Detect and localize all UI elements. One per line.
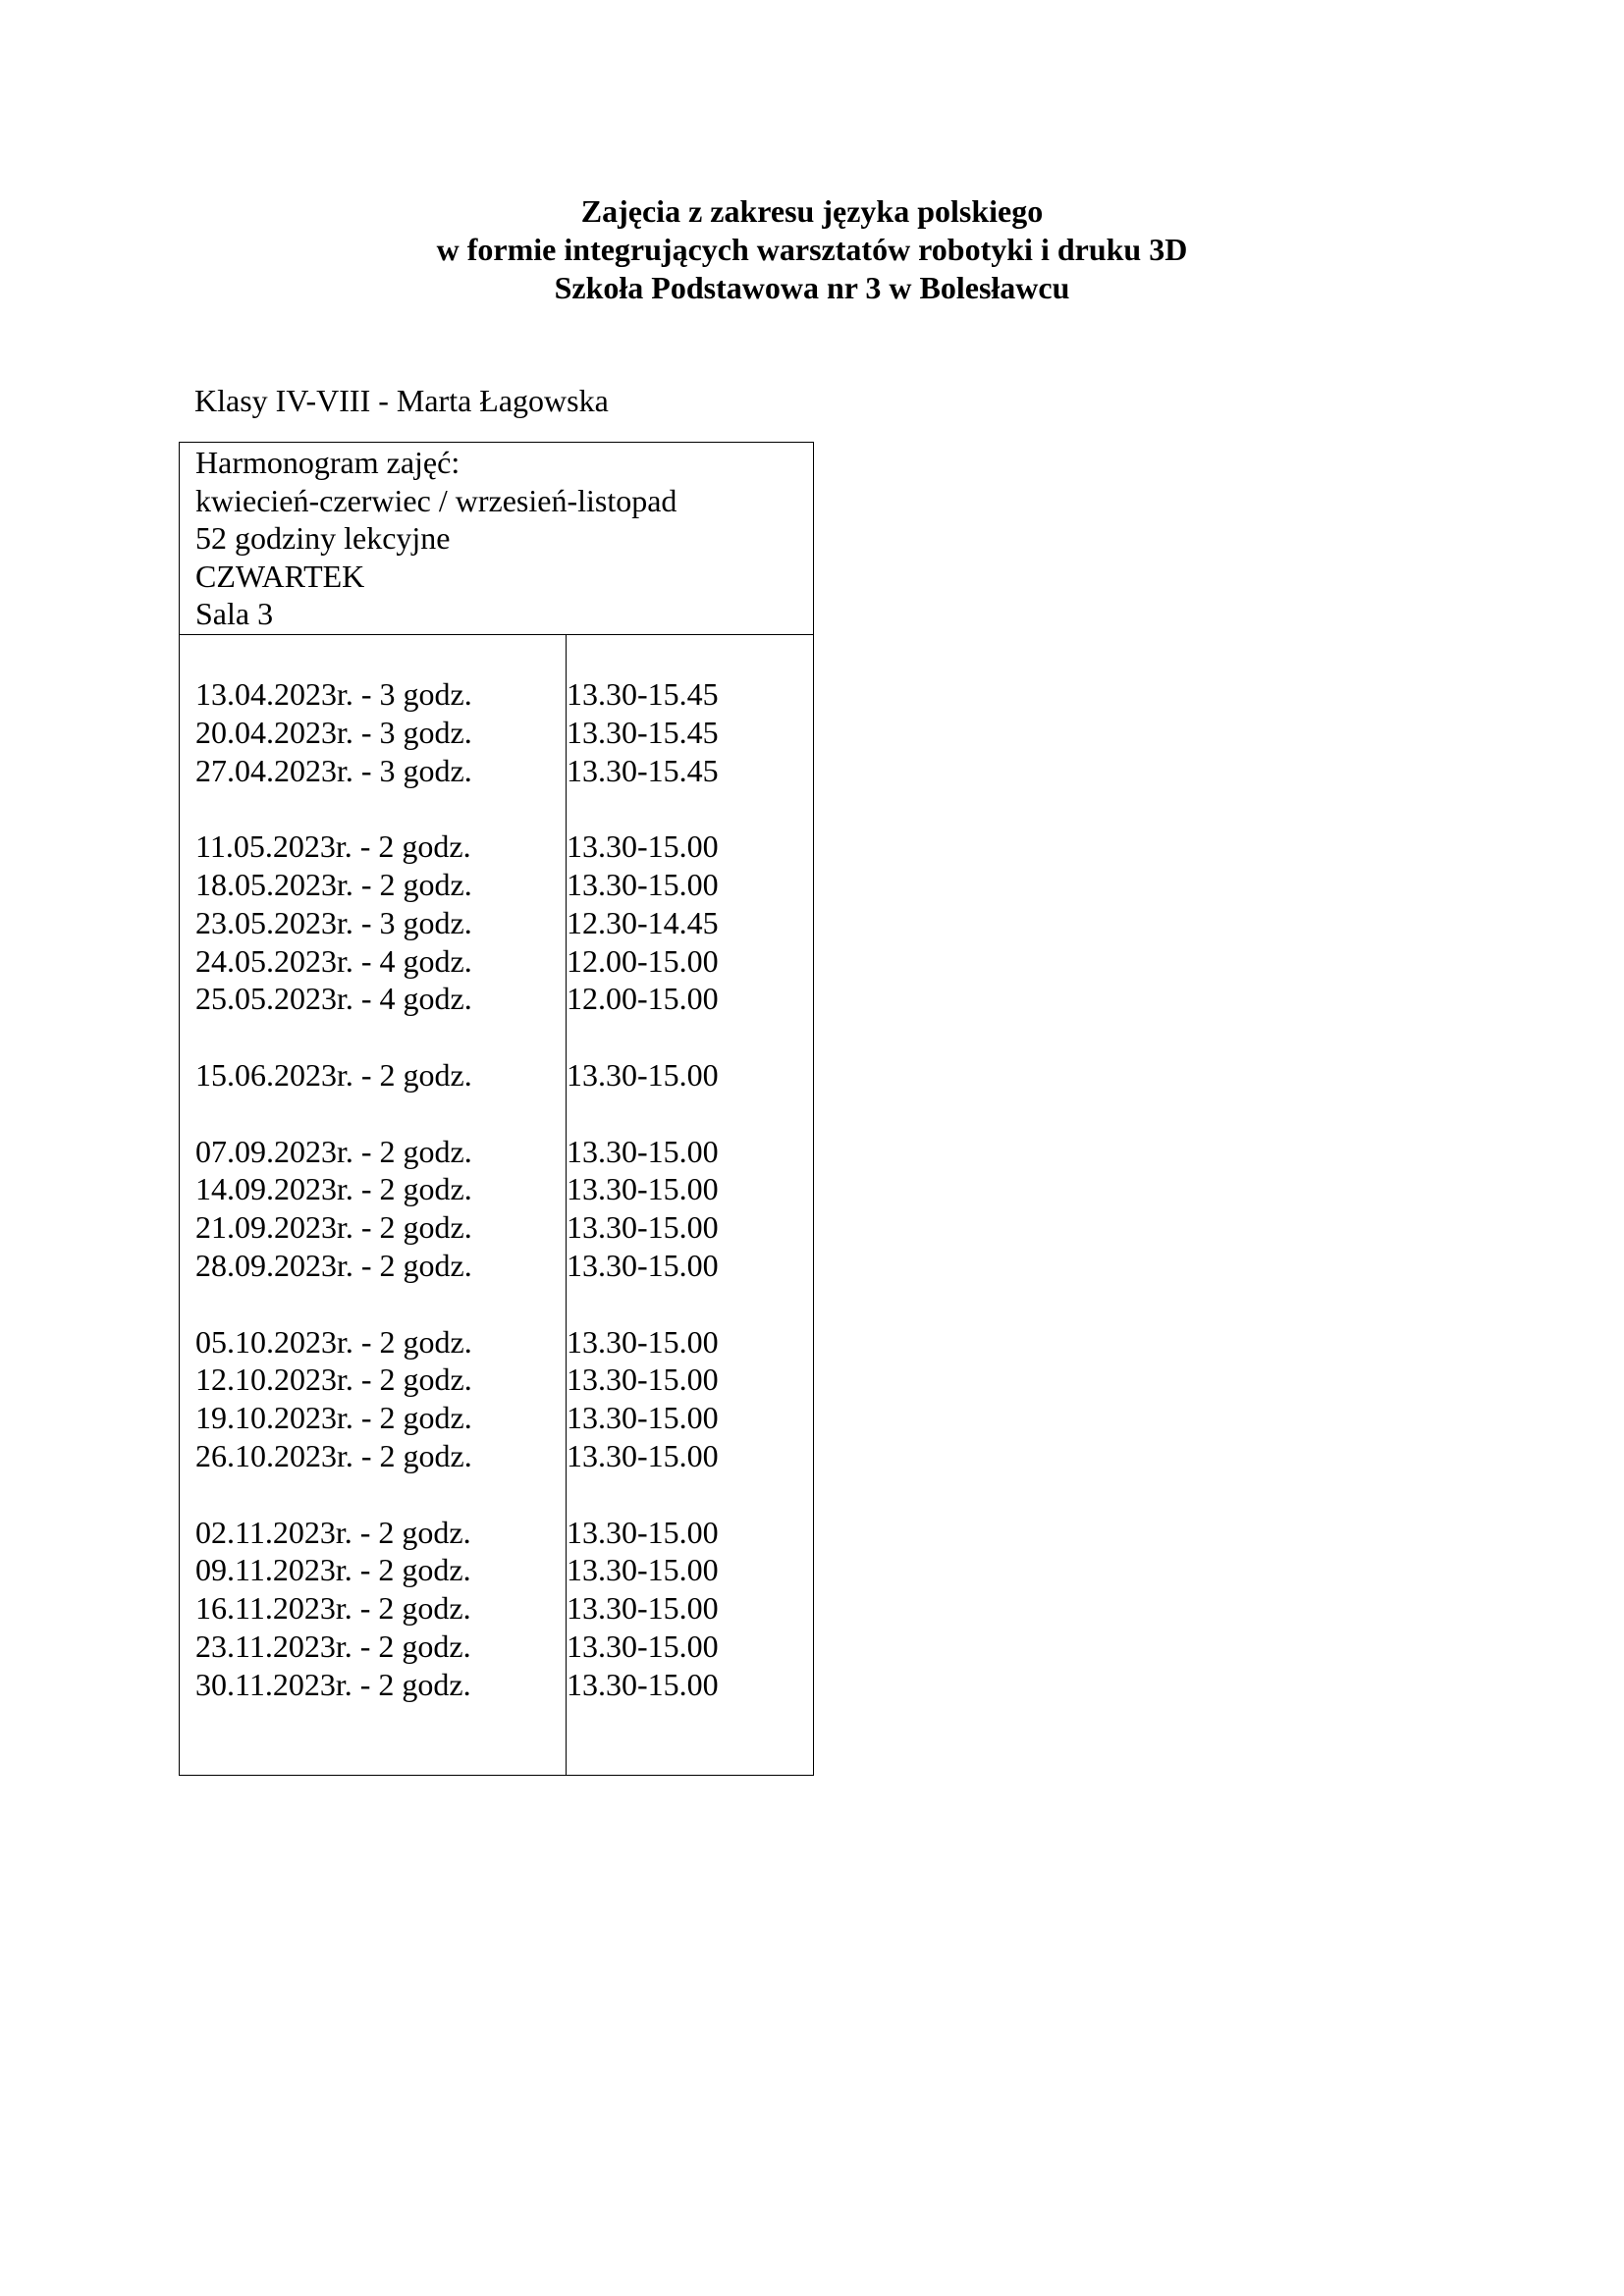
session-date: 09.11.2023r. - 2 godz. xyxy=(195,1552,471,1588)
schedule-group xyxy=(195,1323,813,1475)
session-time: 12.00-15.00 xyxy=(567,942,719,979)
schedule-row xyxy=(195,1247,813,1285)
schedule-row xyxy=(195,1666,813,1704)
schedule-row xyxy=(195,1551,813,1589)
schedule-row xyxy=(195,1589,813,1628)
schedule-group xyxy=(195,828,813,1018)
schedule-row xyxy=(195,1514,813,1552)
session-time: 13.30-15.00 xyxy=(567,1590,719,1627)
session-time: 13.30-15.00 xyxy=(567,1056,719,1093)
session-date: 13.04.2023r. - 3 godz. xyxy=(195,676,472,712)
schedule-row xyxy=(195,752,813,790)
session-time: 13.30-15.00 xyxy=(567,1628,719,1664)
schedule-header-line: kwiecień-czerwiec / wrzesień-listopad xyxy=(195,482,677,518)
title-line-1: Zajęcia z zakresu języka polskiego xyxy=(580,193,1044,229)
session-date: 12.10.2023r. - 2 godz. xyxy=(195,1362,472,1398)
session-date: 18.05.2023r. - 2 godz. xyxy=(195,866,472,902)
session-time: 13.30-15.00 xyxy=(567,866,719,902)
schedule-group xyxy=(195,1056,813,1095)
session-date: 15.06.2023r. - 2 godz. xyxy=(195,1056,472,1093)
session-date: 21.09.2023r. - 2 godz. xyxy=(195,1209,472,1246)
schedule-group xyxy=(195,1514,813,1704)
session-time: 13.30-15.00 xyxy=(567,828,719,865)
session-time: 13.30-15.00 xyxy=(567,1133,719,1169)
session-time: 13.30-15.45 xyxy=(567,714,719,750)
session-date: 23.05.2023r. - 3 godz. xyxy=(195,904,472,940)
session-time: 13.30-15.00 xyxy=(567,1323,719,1360)
schedule-rows xyxy=(195,675,813,1741)
session-time: 13.30-15.00 xyxy=(567,1552,719,1588)
title-line-2: w formie integrujących warsztatów robotyki i druku 3D xyxy=(436,232,1188,267)
session-date: 11.05.2023r. - 2 godz. xyxy=(195,828,471,865)
session-date: 05.10.2023r. - 2 godz. xyxy=(195,1323,472,1360)
schedule-header-line: Sala 3 xyxy=(195,596,274,631)
schedule-table xyxy=(179,442,814,1776)
title-line-3: Szkoła Podstawowa nr 3 w Bolesławcu xyxy=(554,270,1070,305)
session-time: 13.30-15.00 xyxy=(567,1362,719,1398)
schedule-header-line: 52 godziny lekcyjne xyxy=(195,520,451,556)
schedule-row xyxy=(195,1208,813,1247)
schedule-row xyxy=(195,1361,813,1399)
schedule-row xyxy=(195,904,813,942)
schedule-row xyxy=(195,675,813,714)
session-date: 02.11.2023r. - 2 godz. xyxy=(195,1514,471,1550)
schedule-row xyxy=(195,1323,813,1362)
session-date: 07.09.2023r. - 2 godz. xyxy=(195,1133,472,1169)
session-date: 20.04.2023r. - 3 godz. xyxy=(195,714,472,750)
session-date: 23.11.2023r. - 2 godz. xyxy=(195,1628,471,1664)
schedule-header-line: CZWARTEK xyxy=(195,558,365,594)
session-date: 27.04.2023r. - 3 godz. xyxy=(195,752,472,788)
session-date: 26.10.2023r. - 2 godz. xyxy=(195,1437,472,1473)
session-date: 24.05.2023r. - 4 godz. xyxy=(195,942,472,979)
schedule-row xyxy=(195,1133,813,1171)
session-date: 30.11.2023r. - 2 godz. xyxy=(195,1666,471,1702)
schedule-row xyxy=(195,942,813,981)
session-time: 12.00-15.00 xyxy=(567,981,719,1017)
schedule-row xyxy=(195,714,813,752)
document-title xyxy=(0,192,1624,307)
schedule-row xyxy=(195,1056,813,1095)
session-date: 14.09.2023r. - 2 godz. xyxy=(195,1171,472,1207)
classes-teacher-line: Klasy IV-VIII - Marta Łagowska xyxy=(194,383,609,418)
session-date: 28.09.2023r. - 2 godz. xyxy=(195,1247,472,1283)
schedule-group xyxy=(195,675,813,789)
session-time: 13.30-15.00 xyxy=(567,1437,719,1473)
schedule-row xyxy=(195,866,813,904)
session-time: 13.30-15.00 xyxy=(567,1400,719,1436)
session-time: 13.30-15.00 xyxy=(567,1666,719,1702)
session-time: 13.30-15.00 xyxy=(567,1171,719,1207)
schedule-row xyxy=(195,828,813,866)
schedule-header xyxy=(180,443,813,635)
schedule-header-line: Harmonogram zajęć: xyxy=(195,445,460,480)
session-date: 25.05.2023r. - 4 godz. xyxy=(195,981,472,1017)
schedule-row xyxy=(195,980,813,1018)
session-time: 13.30-15.00 xyxy=(567,1247,719,1283)
schedule-group xyxy=(195,1133,813,1285)
session-date: 16.11.2023r. - 2 godz. xyxy=(195,1590,471,1627)
session-time: 13.30-15.45 xyxy=(567,752,719,788)
session-time: 12.30-14.45 xyxy=(567,904,719,940)
schedule-row xyxy=(195,1170,813,1208)
schedule-row xyxy=(195,1437,813,1475)
session-date: 19.10.2023r. - 2 godz. xyxy=(195,1400,472,1436)
schedule-row xyxy=(195,1628,813,1666)
session-time: 13.30-15.45 xyxy=(567,676,719,712)
session-time: 13.30-15.00 xyxy=(567,1209,719,1246)
schedule-row xyxy=(195,1399,813,1437)
session-time: 13.30-15.00 xyxy=(567,1514,719,1550)
